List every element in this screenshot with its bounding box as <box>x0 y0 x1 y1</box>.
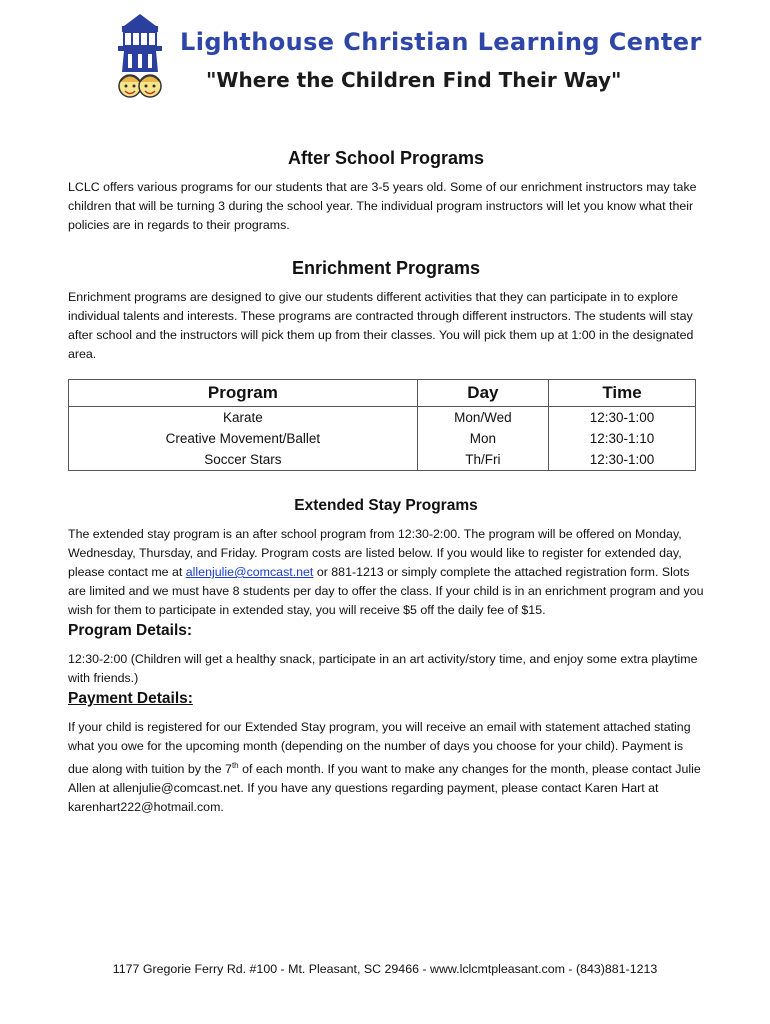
footer-address: 1177 Gregorie Ferry Rd. #100 - Mt. Pleasant, SC 29466 - www.lclcmtpleasant.com - (843)881-1213 <box>112 962 658 976</box>
extended-stay-paragraph <box>68 525 704 620</box>
time-cell: 12:30-1:00 <box>549 407 696 429</box>
table-header-row <box>69 380 696 407</box>
payment-details-paragraph <box>68 718 704 817</box>
extended-text-2: or 881-1213 or simply complete the attached registration form. Slots are limited and we must have 8 students per day to offer the class. If your child is in an enrichment program and you wish for them to participate in extended stay, you will receive $5 off the daily fee of $15. <box>68 565 704 617</box>
payment-details-title: Payment Details: <box>68 690 193 707</box>
program-cell: Soccer Stars <box>69 449 418 471</box>
program-details-paragraph: 12:30-2:00 (Children will get a healthy snack, participate in an art activity/story time, and enjoy some extra playtime with friends.) <box>68 652 698 685</box>
table-row <box>69 407 696 429</box>
enrichment-title: Enrichment Programs <box>291 258 481 278</box>
after-school-title: After School Programs <box>287 148 485 168</box>
extended-stay-title: Extended Stay Programs <box>294 497 478 514</box>
table-row <box>69 449 696 471</box>
day-cell: Mon <box>417 428 548 449</box>
day-cell: Th/Fri <box>417 449 548 471</box>
enrichment-schedule-table <box>68 379 696 471</box>
extended-text-1: The extended stay program is an after school program from 12:30-2:00. The program will be offered on Monday, Wednesday, Thursday, and Friday. Program costs are listed below. If you would like to register for extended day, please contact me at <box>68 527 682 579</box>
time-cell: 12:30-1:10 <box>549 428 696 449</box>
lighthouse-children-logo-icon <box>110 12 170 108</box>
letterhead <box>110 12 702 110</box>
program-cell: Creative Movement/Ballet <box>69 428 418 449</box>
time-cell: 12:30-1:00 <box>549 449 696 471</box>
ordinal-suffix: th <box>231 761 239 770</box>
program-details-title: Program Details: <box>68 622 193 639</box>
organization-tagline: "Where the Children Find Their Way" <box>206 68 622 92</box>
after-school-paragraph: LCLC offers various programs for our students that are 3-5 years old. Some of our enrichment instructors may take children that will be turning 3 during the school year. The individual program instructors will let you know what their policies are in regards to their programs. <box>68 180 697 232</box>
day-cell: Mon/Wed <box>417 407 548 429</box>
payment-text-2: of each month. If you want to make any changes for the month, please contact Julie Allen at allenjulie@comcast.net. If you have any questions regarding payment, please contact Karen Hart at karenhart222@hotmail.com. <box>68 762 701 815</box>
program-cell: Karate <box>69 407 418 429</box>
enrichment-paragraph: Enrichment programs are designed to give our students different activities that they can participate in to explore individual talents and interests. These programs are contracted through different instructors. The students will stay after school and the instructors will pick them up from their classes. You will pick them up at 1:00 in the designated area. <box>68 290 694 361</box>
column-header-day: Day <box>417 380 548 407</box>
column-header-time: Time <box>549 380 696 407</box>
organization-name: Lighthouse Christian Learning Center <box>180 28 702 56</box>
table-row <box>69 428 696 449</box>
column-header-program: Program <box>69 380 418 407</box>
email-link[interactable]: allenjulie@comcast.net <box>185 565 314 579</box>
document-body <box>68 146 704 817</box>
payment-text-1: If your child is registered for our Extended Stay program, you will receive an email with statement attached stating what you owe for the upcoming month (depending on the number of days you choose for your child). Payment is due along with tuition by the 7 <box>68 720 691 777</box>
